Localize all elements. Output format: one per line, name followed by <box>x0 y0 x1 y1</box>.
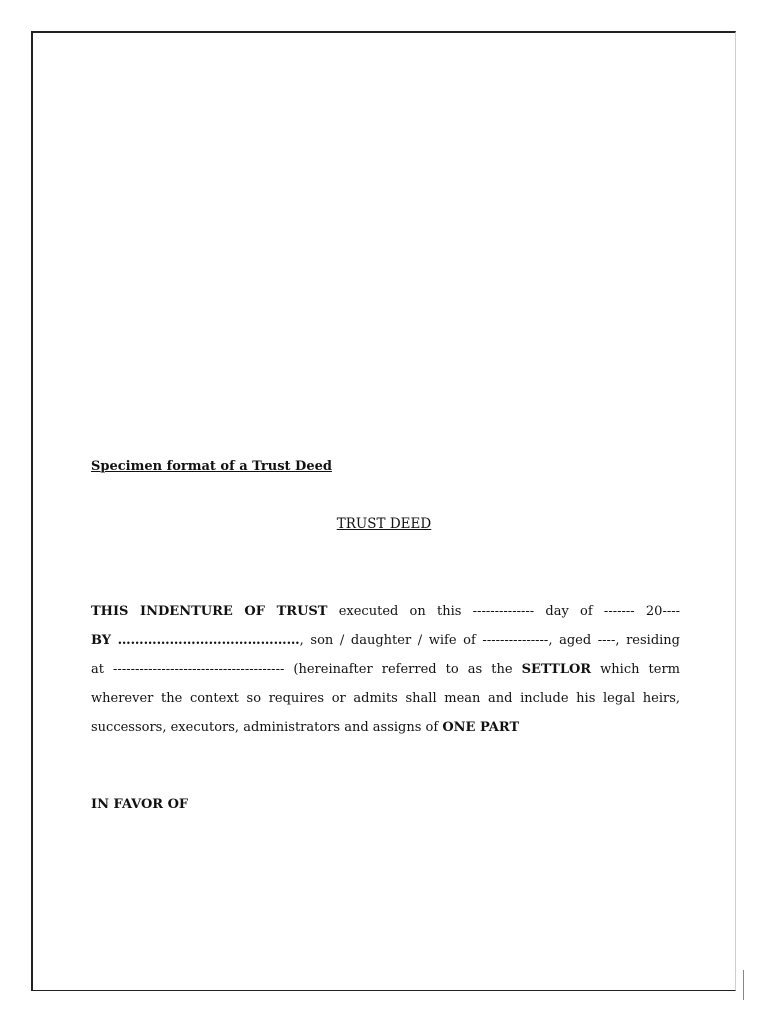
which-term-text: which term <box>600 662 681 677</box>
paragraph-line-5 <box>91 713 680 742</box>
day-blank: -------------- <box>472 604 535 619</box>
indenture-of-trust-label: THIS INDENTURE OF TRUST <box>91 604 328 619</box>
paragraph-line-4: wherever the context so requires or admits shall mean and include his legal heirs, <box>91 691 680 706</box>
one-part-label: ONE PART <box>442 720 520 735</box>
address-text: at --------------------------------------- (hereinafter referred to as the <box>91 662 513 677</box>
by-label: BY <box>91 633 112 648</box>
successors-text: successors, executors, administrators and assigns of <box>91 720 439 735</box>
paragraph-line-3 <box>91 655 680 684</box>
in-favor-of-heading: IN FAVOR OF <box>91 797 189 812</box>
day-of-text: day of <box>545 604 593 619</box>
indenture-paragraph <box>91 597 680 742</box>
relation-text: , son / daughter / wife of ---------------, aged ----, residing <box>299 633 680 648</box>
specimen-heading: Specimen format of a Trust Deed <box>91 459 332 474</box>
year-blank: ------- 20---- <box>603 604 681 619</box>
document-title: TRUST DEED <box>336 516 432 532</box>
executed-on-text: executed on this <box>338 604 462 619</box>
settlor-label: SETTLOR <box>521 662 592 677</box>
page-border <box>31 31 736 991</box>
paragraph-line-2 <box>91 626 680 655</box>
paragraph-line-1 <box>91 597 680 626</box>
settlor-name-blank: …………………………………… <box>117 633 300 648</box>
